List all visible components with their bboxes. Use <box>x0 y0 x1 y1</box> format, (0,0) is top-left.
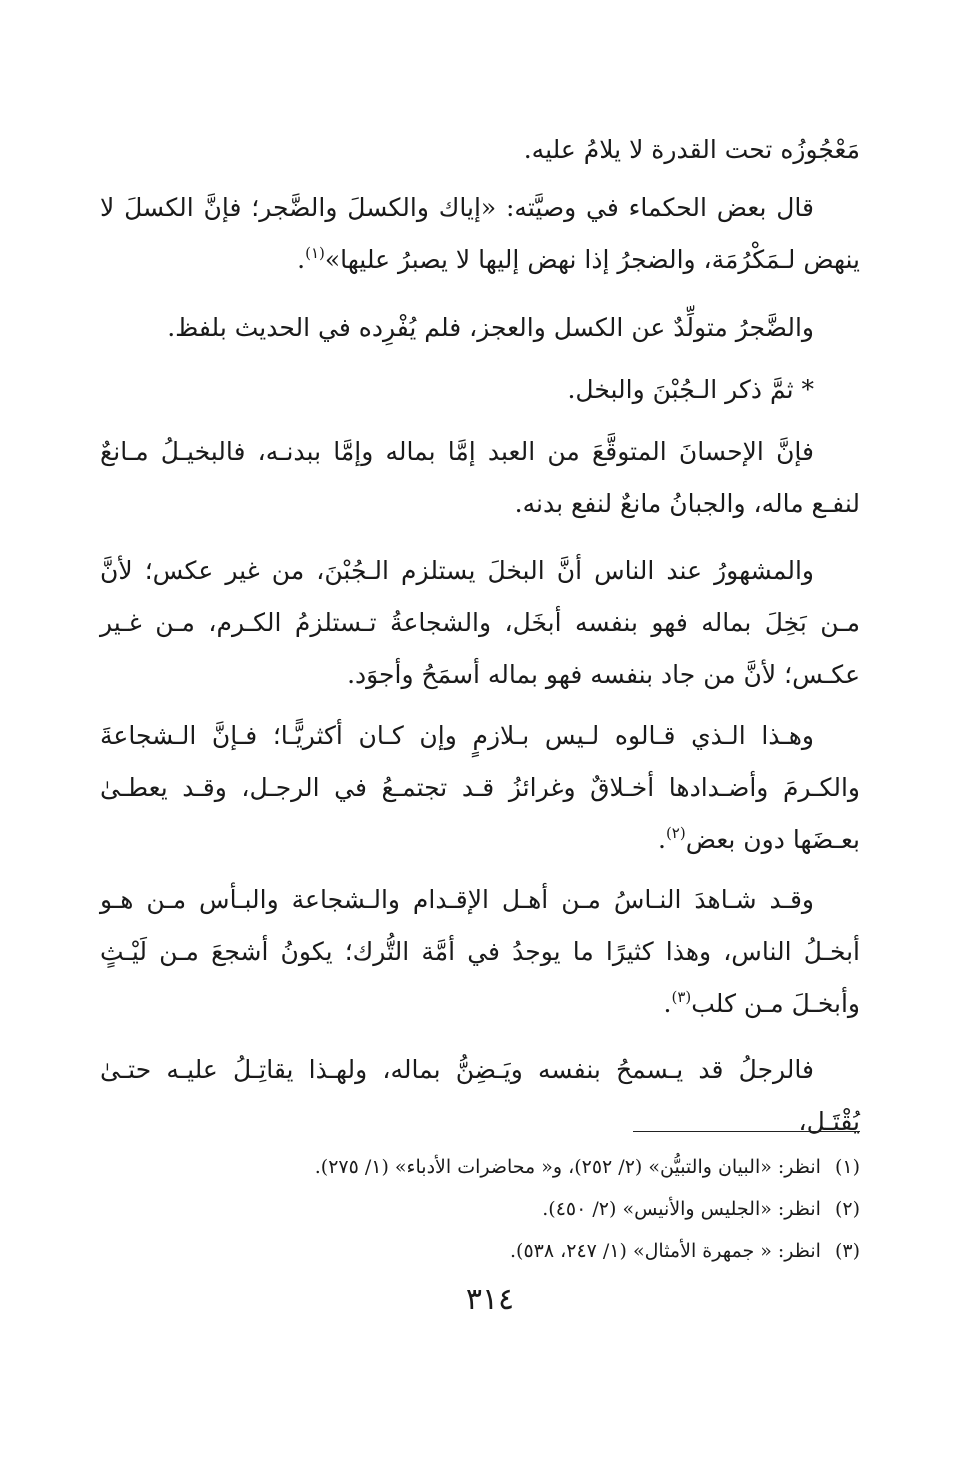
footnote-ref-1[interactable]: (١) <box>305 244 325 262</box>
footnote-3 <box>150 1230 860 1272</box>
footnote-ref-2[interactable]: (٢) <box>665 824 686 842</box>
footnotes-section <box>150 1146 860 1272</box>
paragraph-text: وهـذا الـذي قـالوه لـيس بـلازمٍ وإن كـان أكثريًّـا؛ فـإنَّ الـشجاعةَ والكـرمَ وأضـدادها أخـلاقٌ وغرائزُ قـد تجتمـعُ في الرجـل، وقـد يعطـىٰ بعـضَها دون بعض <box>100 721 860 854</box>
paragraph-witnessed: وقـد شـاهدَ النـاسُ مـن أهـل الإقـدام والـشجاعة والبـأس مـن هـو أبخـلُ الناس، وهذا كثيرًا ما يوجدُ في أمَّة التُّرك؛ يكونُ أشجعَ مـن لَيْـثٍ وأبخـلَ مـن كلب$^{(٣)}$. <box>100 885 860 1018</box>
footnote-2 <box>150 1188 860 1230</box>
paragraph-well-known <box>100 545 860 701</box>
paragraph-text: فإنَّ الإحسانَ المتوقَّعَ من العبد إمَّا بماله وإمَّا ببدنـه، فالبخيـلُ مـانعٌ لنفـع ماله، والجبانُ مانعٌ لنفع بدنه. <box>100 437 860 518</box>
footnote-divider <box>633 1131 860 1132</box>
paragraph-not-necessary: وهـذا الـذي قـالوه لـيس بـلازمٍ وإن كـان أكثريًّـا؛ فـإنَّ الـشجاعةَ والكـرمَ وأضـدادها أخـلاقٌ وغرائزُ قـد تجتمـعُ في الرجـل، وقـد يعطـىٰ بعـضَها دون بعض$^{(٢)}$. <box>100 721 860 854</box>
footnote-number: (٢) <box>834 1198 860 1220</box>
paragraph-text: مَعْجُوزُه تحت القدرة لا يلامُ عليه. <box>523 135 860 164</box>
footnote-number: (٣) <box>834 1240 860 1262</box>
footnote-text: انظر: «الجليس والأنيس» (٢/ ٤٥٠). <box>542 1198 821 1220</box>
paragraph-benevolence <box>100 426 860 530</box>
page-number: ٣١٤ <box>465 1282 515 1317</box>
paragraph-text: * ثمَّ ذكر الـجُبْنَ والبخل. <box>567 375 814 404</box>
paragraph-text: فالرجلُ قد يـسمحُ بنفسه ويَـضِنُّ بماله، ولهـذا يقاتِـلُ عليـه حتـىٰ يُقْتَـل، <box>100 1055 860 1136</box>
footnote-text: انظر: «البيان والتبيُّن» (٢/ ٢٥٢)، و« محاضرات الأدباء» (١/ ٢٧٥). <box>314 1156 821 1178</box>
paragraph-cowardice-miserliness <box>100 364 860 416</box>
footnote-number: (١) <box>834 1156 860 1178</box>
paragraph-continuation <box>100 124 860 176</box>
paragraph-final <box>100 1044 860 1148</box>
footnote-ref-3[interactable]: (٣) <box>671 988 692 1006</box>
footnote-1 <box>150 1146 860 1188</box>
paragraph-text: وقـد شـاهدَ النـاسُ مـن أهـل الإقـدام والـشجاعة والبـأس مـن هـو أبخـلُ الناس، وهذا كثيرًا ما يوجدُ في أمَّة التُّرك؛ يكونُ أشجعَ مـن لَيْـثٍ وأبخـلَ مـن كلب <box>100 885 860 1018</box>
paragraph-text: والمشهورُ عند الناس أنَّ البخلَ يستلزم الـجُبْنَ، من غير عكس؛ لأنَّ مـن بَخِلَ بماله فهو بنفسه أبخَل، والشجاعةُ تـستلزمُ الكـرم، مـن غـير عكـس؛ لأنَّ من جاد بنفسه فهو بماله أسمَحُ وأجوَد. <box>100 556 860 689</box>
paragraph-text: والضَّجرُ متولِّدٌ عن الكسل والعجز، فلم يُفْرِده في الحديث بلفظ. <box>167 313 814 342</box>
paragraph-impatience <box>100 302 860 354</box>
paragraph-quote-wise-man: قال بعض الحكماء في وصيَّته: «إياك والكسلَ والضَّجر؛ فإنَّ الكسلَ لا ينهض لـمَكْرُمَة، والضجرُ إذا نهض إليها لا يصبرُ عليها»$^{(١)}$. <box>100 193 860 274</box>
footnote-text: انظر: « جمهرة الأمثال» (١/ ٢٤٧، ٥٣٨). <box>509 1240 821 1262</box>
paragraph-text: قال بعض الحكماء في وصيَّته: «إياك والكسلَ والضَّجر؛ فإنَّ الكسلَ لا ينهض لـمَكْرُمَة، والضجرُ إذا نهض إليها لا يصبرُ عليها» <box>100 193 860 274</box>
